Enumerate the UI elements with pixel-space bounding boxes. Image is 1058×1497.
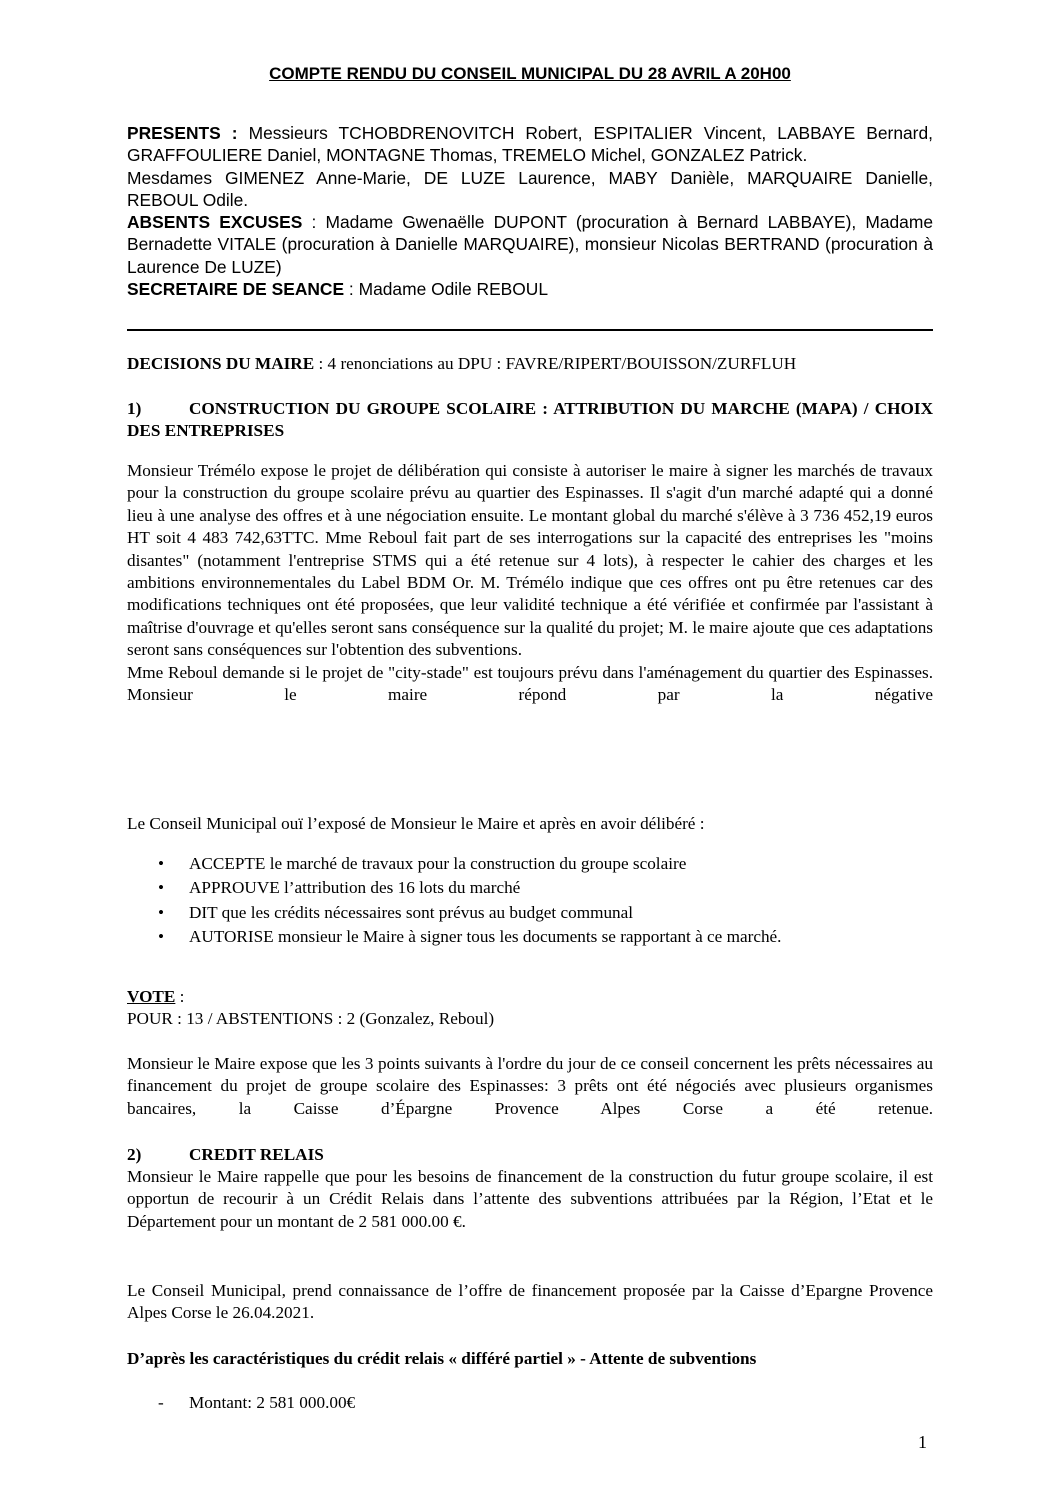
section2-dash-list	[127, 1391, 933, 1415]
decisions-text: : 4 renonciations au DPU : FAVRE/RIPERT/BOUISSON/ZURFLUH	[314, 354, 797, 373]
bullet-text: APPROUVE l’attribution des 16 lots du marché	[189, 878, 521, 898]
document-title: COMPTE RENDU DU CONSEIL MUNICIPAL DU 28 AVRIL A 20H00	[269, 64, 791, 83]
bullet-icon: •	[158, 902, 165, 922]
section2-paragraph2: Le Conseil Municipal, prend connaissance de l’offre de financement proposée par la Caisse d’Epargne Provence Alpes Corse le 26.04.2021.	[127, 1281, 933, 1323]
section1-conseil-text: Le Conseil Municipal ouï l’exposé de Monsieur le Maire et après en avoir délibéré :	[127, 814, 705, 833]
section2-number: 2)	[127, 1145, 142, 1164]
page-number: 1	[918, 1432, 927, 1452]
presents-label: PRESENTS :	[127, 123, 238, 143]
decisions-paragraph	[127, 353, 933, 375]
section2-paragraph1: Monsieur le Maire rappelle que pour les besoins de financement de la construction du futur groupe scolaire, il est opportun de recourir à un Crédit Relais dans l’attente des subventions attribuées par la Région, l’Etat et le Département pour un montant de 2 581 000.00 €.	[127, 1167, 933, 1231]
vote-label: VOTE	[127, 987, 176, 1006]
decisions-label: DECISIONS DU MAIRE	[127, 354, 315, 373]
section1-bullet-list	[127, 852, 933, 949]
header-divider	[127, 329, 933, 331]
section2-heading	[127, 1144, 933, 1166]
transition-text: Monsieur le Maire expose que les 3 points suivants à l'ordre du jour de ce conseil concernent les prêts nécessaires au financement du projet de groupe scolaire des Espinasses: 3 prêts ont été négociés avec plusieurs organismes bancaires, la Caisse d’Épargne Provence Alpes Corse a été retenue.	[127, 1054, 933, 1118]
section1-body	[127, 460, 933, 706]
vote-colon: :	[175, 987, 185, 1006]
section1-heading-text: CONSTRUCTION DU GROUPE SCOLAIRE : ATTRIBUTION DU MARCHE (MAPA) / CHOIX DES ENTREPRISES	[127, 399, 933, 441]
absents-paragraph	[127, 211, 933, 278]
list-item	[127, 925, 933, 949]
secretaire-label: SECRETAIRE DE SEANCE	[127, 279, 345, 300]
vote-block	[127, 986, 933, 1031]
attendance-block	[127, 122, 933, 300]
section1-paragraph1: Monsieur Trémélo expose le projet de délibération qui consiste à autoriser le maire à signer les marchés de travaux pour la construction du groupe scolaire prévu au quartier des Espinasses. Il s'agit d'un marché adapté qui a donné lieu à une analyse des offres et à une négociation ensuite. Le montant global du marché s'élève à 3 736 452,19 euros HT soit 4 483 742,63TTC. Mme Reboul fait part de ses interrogations sur la capacité des entreprises les "moins disantes" (notamment l'entreprise STMS qui a été retenue sur 4 lots), à respecter le cahier des charges et les ambitions environnementales du Label BDM Or. M. Trémélo indique que ces offres ont pu être retenues car des modifications techniques ont été proposées, que leur validité technique a été vérifiée et confirmée par l'assistant à maîtrise d'ouvrage et qu'elles seront sans conséquence sur la qualité du projet; M. le maire ajoute que ces adaptations seront sans conséquences sur l'obtention des subventions.	[127, 461, 933, 660]
section1-heading	[127, 398, 933, 443]
absents-label: ABSENTS EXCUSES	[127, 212, 303, 233]
vote-result: POUR : 13 / ABSTENTIONS : 2 (Gonzalez, Reboul)	[127, 1009, 495, 1029]
presents-paragraph	[127, 122, 933, 167]
section2-heading-text: CREDIT RELAIS	[189, 1145, 324, 1164]
list-item	[127, 901, 933, 925]
section1-paragraph2: Mme Reboul demande si le projet de "city-stade" est toujours prévu dans l'aménagement du quartier des Espinasses. Monsieur le maire répond par la négative	[127, 662, 933, 705]
secretaire-text: : Madame Odile REBOUL	[344, 279, 549, 300]
bullet-icon: •	[158, 926, 165, 946]
montant-text: Montant: 2 581 000.00€	[189, 1393, 356, 1412]
list-item	[127, 1391, 933, 1415]
secretaire-paragraph	[127, 278, 933, 300]
bullet-text: AUTORISE monsieur le Maire à signer tous les documents se rapportant à ce marché.	[189, 926, 782, 946]
bullet-icon: •	[158, 854, 165, 873]
absents-text: : Madame Gwenaëlle DUPONT (procuration à Bernard LABBAYE), Madame Bernadette VITALE (procuration à Danielle MARQUAIRE), monsieur Nicolas BERTRAND (procuration à Laurence De LUZE)	[127, 212, 934, 277]
section1-conseil	[127, 813, 933, 835]
bullet-text: ACCEPTE le marché de travaux pour la construction du groupe scolaire	[189, 854, 687, 873]
transition-paragraph	[127, 1053, 933, 1120]
presents-mesdames: Mesdames GIMENEZ Anne-Marie, DE LUZE Laurence, MABY Danièle, MARQUAIRE Danielle, REBOUL Odile.	[127, 167, 933, 210]
caracteristiques-text: D’après les caractéristiques du crédit relais « différé partiel » - Attente de subventions	[127, 1349, 757, 1368]
section2-caracteristiques	[127, 1348, 933, 1370]
section1-number: 1)	[127, 399, 142, 418]
list-item	[127, 876, 933, 900]
section2-body	[127, 1166, 933, 1233]
presents-messieurs: Messieurs TCHOBDRENOVITCH Robert, ESPITALIER Vincent, LABBAYE Bernard, GRAFFOULIERE Daniel, MONTAGNE Thomas, TREMELO Michel, GONZALEZ Patrick.	[127, 123, 933, 166]
bullet-text: DIT que les crédits nécessaires sont prévus au budget communal	[189, 902, 634, 922]
list-item	[127, 852, 933, 876]
dash-icon: -	[158, 1393, 164, 1412]
section2-offre	[127, 1280, 933, 1325]
bullet-icon: •	[158, 878, 165, 898]
